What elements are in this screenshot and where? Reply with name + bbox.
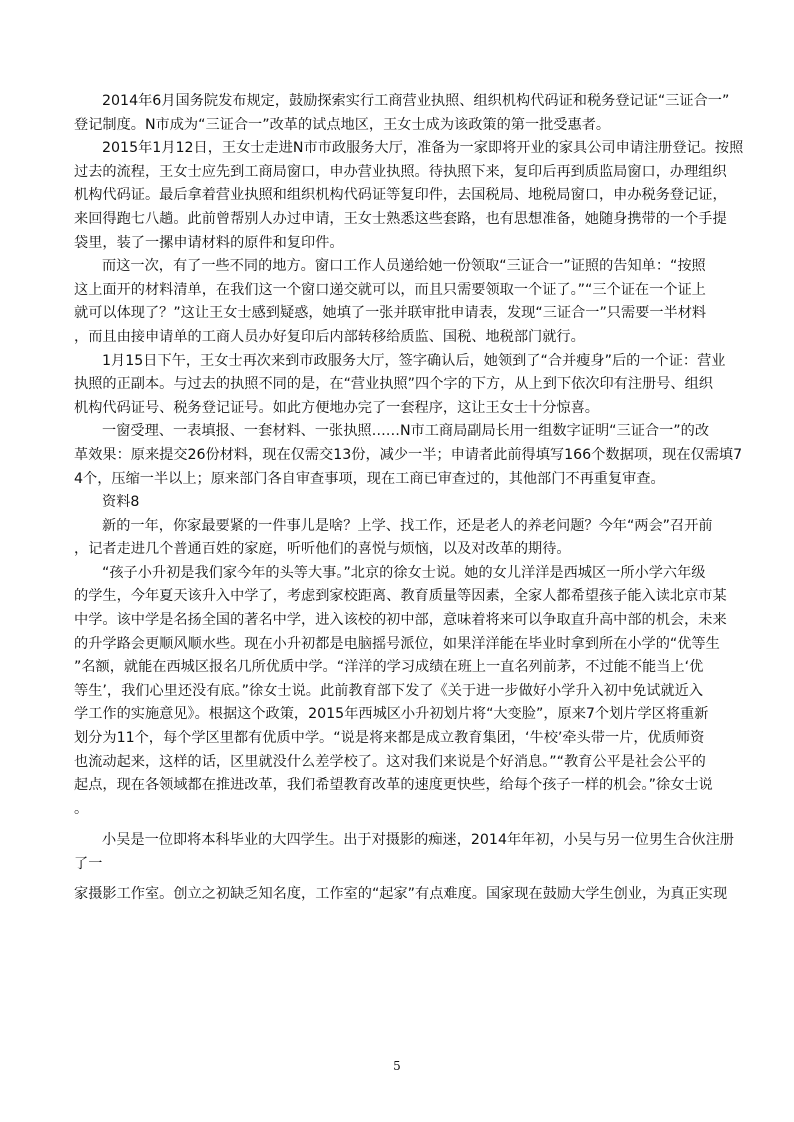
text-line: 而这一次，有了一些不同的地方。窗口工作人员递给她一份领取“三证合一”证照的告知单：“按照 <box>102 258 706 275</box>
text-line: 小吴是一位即将本科毕业的大四学生。出于对摄影的痴迷，2014年年初，小吴与另一位男生合伙注册 <box>102 832 734 849</box>
text-line: 2015年1月12日，王女士走进N市市政服务大厅，准备为一家即将开业的家具公司申请注册登记。按照 <box>102 140 744 157</box>
section-heading: 资料8 <box>102 494 140 511</box>
text-line: 一窗受理、一表填报、一套材料、一张执照……N市工商局副局长用一组数字证明“三证合一”的改 <box>102 423 710 440</box>
text-line: 中学。该中学是名扬全国的著名中学，进入该校的初中部，意味着将来可以争取直升高中部的机会，未来 <box>74 612 727 629</box>
text-line: 2014年6月国务院发布规定，鼓励探索实行工商营业执照、组织机构代码证和税务登记证“三证合一” <box>102 93 730 109</box>
text-line: 就可以体现了？”这让王女士感到疑惑，她填了一张并联审批申请表，发现“三证合一”只需要一半材料 <box>74 305 707 322</box>
text-line: 革效果：原来提交26份材料，现在仅需交13份，减少一半；申请者此前得填写166个数据项，现在仅需填7 <box>74 446 743 463</box>
text-line: 机构代码证号、税务登记证号。如此方便地办完了一套程序，这让王女士十分惊喜。 <box>74 399 599 416</box>
text-line: 也流动起来，这样的话，区里就没什么差学校了。这对我们来说是个好消息。”“教育公平是社会公平的 <box>74 753 706 770</box>
text-line: ，而且由接申请单的工商人员办好复印后内部转移给质监、国税、地税部门就行。 <box>74 328 585 345</box>
text-line: 过去的流程，王女士应先到工商局窗口，申办营业执照。待执照下来，复印后再到质监局窗口，办理组织 <box>74 163 727 180</box>
text-line: 来回得跑七八趟。此前曾帮别人办过申请，王女士熟悉这些套路，也有思想准备，她随身携带的一个手提 <box>74 210 727 227</box>
text-line: 等生’，我们心里还没有底。”徐女士说。此前教育部下发了《关于进一步做好小学升入初中免试就近入 <box>74 682 704 699</box>
text-line: 学工作的实施意见》。根据这个政策，2015年西城区小升初划片将“大变脸”，原来7个划片学区将重新 <box>74 706 709 723</box>
page-number: 5 <box>393 1059 401 1073</box>
text-line: 起点，现在各领域都在推进改革，我们希望教育改革的速度更快些，给每个孩子一样的机会。”徐女士说 <box>74 777 713 794</box>
text-line: 1月15日下午，王女士再次来到市政服务大厅，签字确认后，她领到了“合并瘦身”后的一个证：营业 <box>102 352 726 369</box>
text-line: 这上面开的材料清单，在我们这一个窗口递交就可以，而且只需要领取一个证了。”“三个证在一个证上 <box>74 281 706 298</box>
text-line: 机构代码证。最后拿着营业执照和组织机构代码证等复印件，去国税局、地税局窗口，申办税务登记证， <box>74 187 727 204</box>
document-body <box>74 90 744 906</box>
text-line: 的学生，今年夏天该升入中学了，考虑到家校距离、教育质量等因素，全家人都希望孩子能入读北京市某 <box>74 588 727 605</box>
text-line: 登记制度。N市成为“三证合一”改革的试点地区，王女士成为该政策的第一批受惠者。 <box>74 116 611 133</box>
text-line: “孩子小升初是我们家今年的头等大事。”北京的徐女士说。她的女儿洋洋是西城区一所小学六年级 <box>102 564 706 581</box>
text-line: 执照的正副本。与过去的执照不同的是，在“营业执照”四个字的下方，从上到下依次印有注册号、组织 <box>74 376 713 393</box>
text-line: ”名额，就能在西城区报名几所优质中学。“洋洋的学习成绩在班上一直名列前茅，不过能不能当上‘优 <box>74 659 704 676</box>
text-line: 划分为11个，每个学区里都有优质中学。“说是将来都是成立教育集团，‘牛校’牵头带一片，优质师资 <box>74 730 705 747</box>
text-line: 的升学路会更顺风顺水些。现在小升初都是电脑摇号派位，如果洋洋能在毕业时拿到所在小学的“优等生 <box>74 635 720 652</box>
text-line: 袋里，装了一摞申请材料的原件和复印件。 <box>74 234 344 251</box>
text-line: ，记者走进几个普通百姓的家庭，听听他们的喜悦与烦恼，以及对改革的期待。 <box>74 541 571 558</box>
text-line: 家摄影工作室。创立之初缺乏知名度，工作室的“起家”有点难度。国家现在鼓励大学生创业，为真正实现 <box>74 885 728 902</box>
text-line: 。 <box>74 800 89 817</box>
text-line: 了一 <box>74 856 103 872</box>
text-line: 新的一年，你家最要紧的一件事儿是啥？上学、找工作，还是老人的养老问题？今年“两会”召开前 <box>102 517 713 534</box>
text-line: 4个，压缩一半以上；原来部门各自审查事项，现在工商已审查过的，其他部门不再重复审查。 <box>74 470 665 487</box>
